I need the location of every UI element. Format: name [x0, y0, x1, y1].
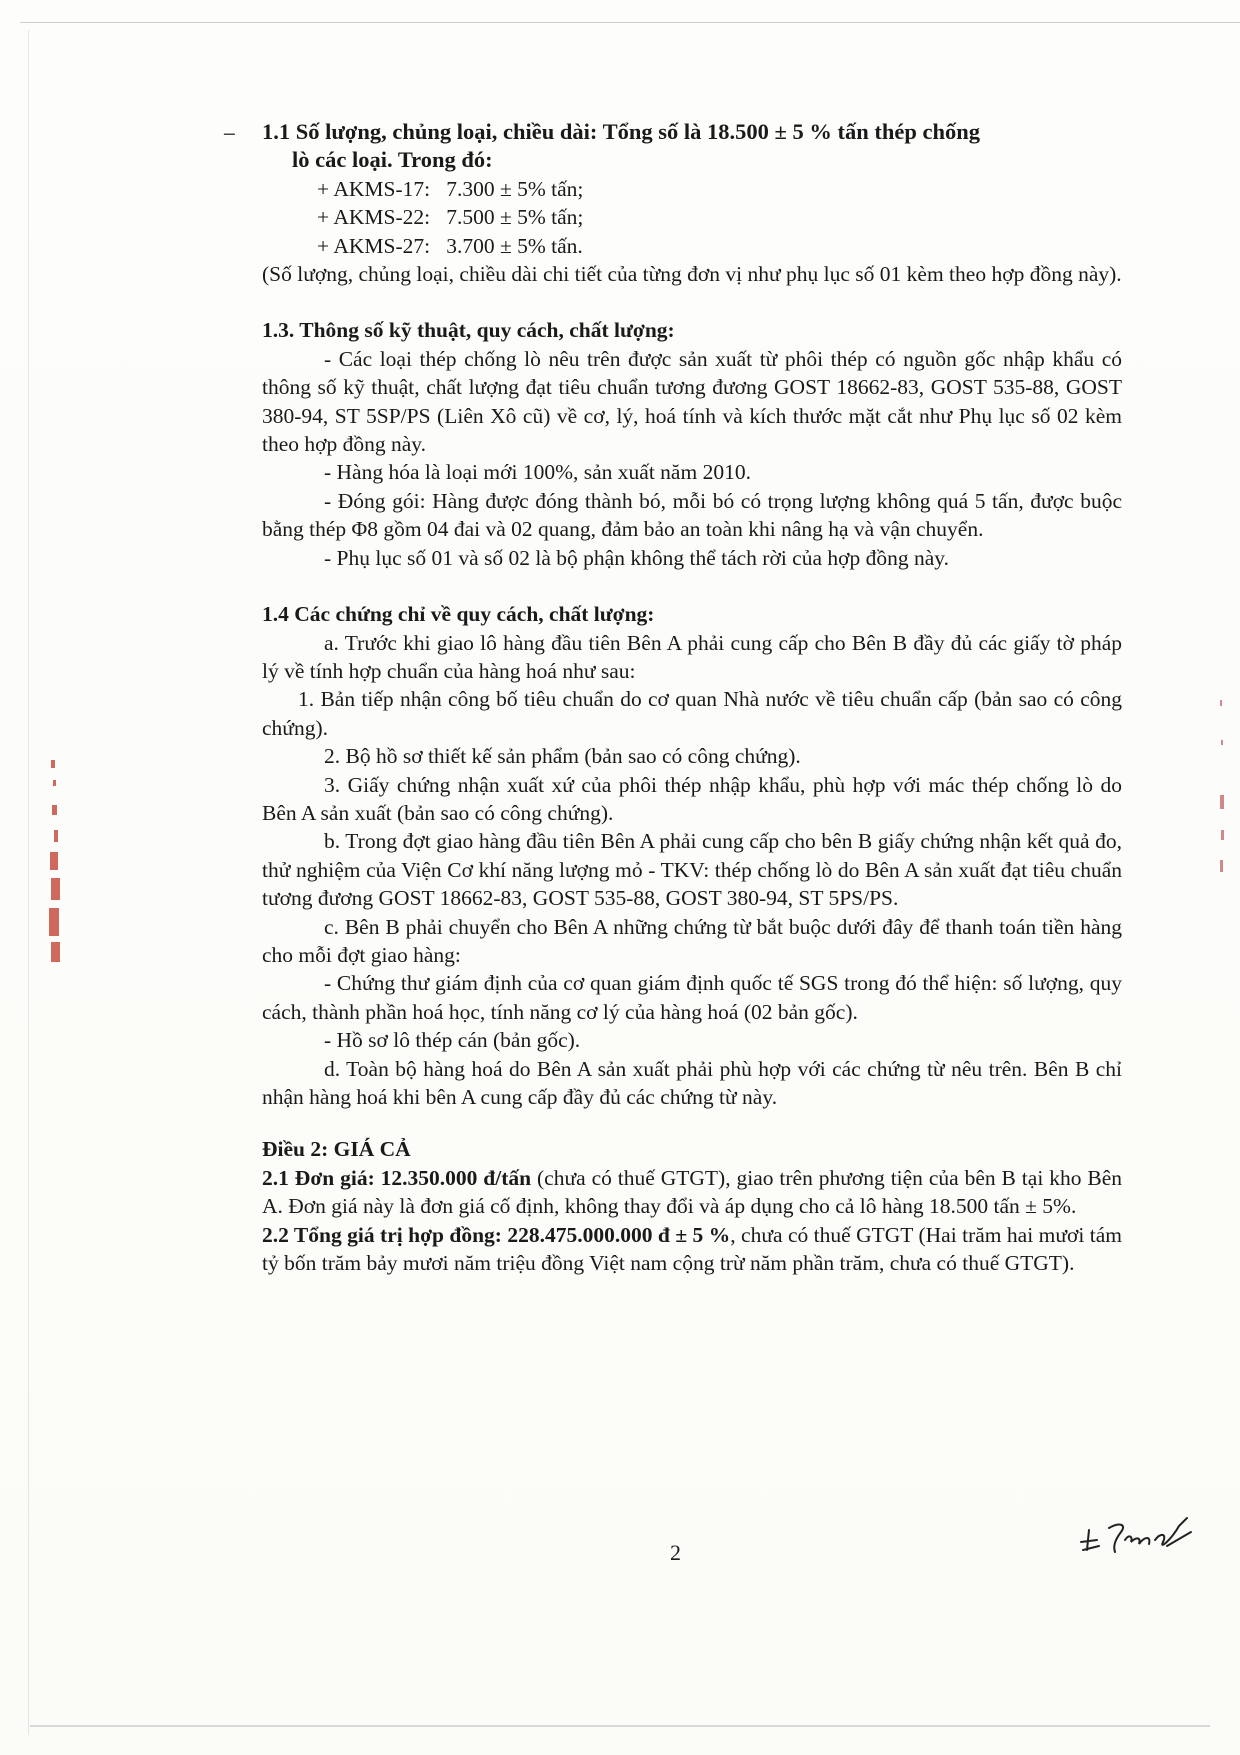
clause-2-1-label: 2.1 Đơn giá: 12.350.000 đ/tấn [262, 1165, 532, 1190]
section-1-1 [224, 118, 1122, 288]
section-1-4 [262, 600, 1122, 1111]
clause-c-item: - Hồ sơ lô thép cán (bản gốc). [324, 1028, 581, 1053]
list-item: + AKMS-22: 7.500 ± 5% tấn; [317, 205, 584, 230]
clause-2-1 [262, 1164, 1122, 1221]
section-1-1-note: (Số lượng, chủng loại, chiều dài chi tiết của từng đơn vị như phụ lục số 01 kèm theo hợp đồng này). [262, 262, 1122, 287]
list-item: + AKMS-17: 7.300 ± 5% tấn; [317, 176, 584, 201]
handwritten-signature [1075, 1510, 1195, 1560]
scan-left-edge [28, 30, 29, 1735]
page-number: 2 [670, 1540, 681, 1565]
clause-a-item: 1. Bản tiếp nhận công bố tiêu chuẩn do cơ quan Nhà nước về tiêu chuẩn cấp (bản sao có công chứng). [262, 687, 1122, 740]
section-1-1-heading-cont: lò các loại. Trong đó: [292, 147, 493, 173]
clause-2-1-text: (chưa có thuế GTGT), giao trên phương tiện của bên B tại kho Bên A. Đơn giá này là đơn giá cố định, không thay đổi và áp dụng cho cả lô hàng 18.500 tấn ± 5%. [262, 1165, 1122, 1219]
scan-top-edge [20, 22, 1240, 23]
scan-bottom-edge [30, 1725, 1210, 1727]
paragraph: - Phụ lục số 01 và số 02 là bộ phận không thể tách rời của hợp đồng này. [324, 545, 950, 570]
section-1-4-heading: 1.4 Các chứng chỉ về quy cách, chất lượng: [262, 602, 655, 627]
clause-2-2 [262, 1221, 1122, 1278]
paragraph: - Các loại thép chống lò nêu trên được sản xuất từ phôi thép có nguồn gốc nhập khẩu có thông số kỹ thuật, chất lượng đạt tiêu chuẩn tương đương GOST 18662-83, GOST 535-88, GOST 380-94, ST 5SP/PS (Liên Xô cũ) về cơ, lý, hoá tính và kích thước mặt cắt như Phụ lục số 02 kèm theo hợp đồng này. [262, 346, 1122, 457]
clause-2-2-label: 2.2 Tổng giá trị hợp đồng: 228.475.000.000 đ ± 5 % [262, 1222, 731, 1247]
article-2 [262, 1135, 1122, 1277]
article-2-heading: Điều 2: GIÁ CẢ [262, 1137, 411, 1162]
section-1-3 [262, 316, 1122, 572]
list-item: + AKMS-27: 3.700 ± 5% tấn. [317, 233, 583, 258]
edge-marks [1218, 700, 1230, 880]
clause-c: c. Bên B phải chuyển cho Bên A những chứng từ bắt buộc dưới đây để thanh toán tiền hàng cho mỗi đợt giao hàng: [262, 914, 1122, 967]
section-1-1-heading: 1.1 Số lượng, chủng loại, chiều dài: Tổng số là 18.500 ± 5 % tấn thép chống [262, 119, 981, 144]
clause-b: b. Trong đợt giao hàng đầu tiên Bên A phải cung cấp cho bên B giấy chứng nhận kết quả đo, thử nghiệm của Viện Cơ khí năng lượng mỏ - TKV: thép chống lò do Bên A sản xuất đạt tiêu chuẩn tương đương GOST 18662-83, GOST 535-88, GOST 380-94, ST 5PS/PS. [262, 829, 1122, 911]
clause-a-item: 3. Giấy chứng nhận xuất xứ của phôi thép nhập khẩu, phù hợp với mác thép chống lò do Bên A sản xuất (bản sao có công chứng). [262, 772, 1122, 825]
margin-dash: – [224, 120, 235, 144]
clause-c-item: - Chứng thư giám định của cơ quan giám định quốc tế SGS trong đó thể hiện: số lượng, quy cách, thành phần hoá học, tính năng cơ lý của hàng hoá (02 bản gốc). [262, 971, 1122, 1024]
document-body [224, 118, 1122, 1277]
section-1-3-heading: 1.3. Thông số kỹ thuật, quy cách, chất lượng: [262, 318, 675, 343]
clause-a: a. Trước khi giao lô hàng đầu tiên Bên A phải cung cấp cho Bên B đầy đủ các giấy tờ pháp lý về tính hợp chuẩn của hàng hoá như sau: [262, 630, 1122, 683]
red-stamp-mark [45, 760, 67, 970]
paragraph: - Hàng hóa là loại mới 100%, sản xuất năm 2010. [324, 460, 751, 485]
clause-2-2-text: , chưa có thuế GTGT (Hai trăm hai mươi tám tỷ bốn trăm bảy mươi năm triệu đồng Việt nam cộng trừ năm phần trăm, chưa có thuế GTGT). [262, 1222, 1122, 1276]
clause-d: d. Toàn bộ hàng hoá do Bên A sản xuất phải phù hợp với các chứng từ nêu trên. Bên B chỉ nhận hàng hoá khi bên A cung cấp đầy đủ các chứng từ này. [262, 1056, 1122, 1109]
paragraph: - Đóng gói: Hàng được đóng thành bó, mỗi bó có trọng lượng không quá 5 tấn, được buộc bằng thép Φ8 gồm 04 đai và 02 quang, đảm bảo an toàn khi nâng hạ và vận chuyển. [262, 488, 1122, 542]
clause-a-item: 2. Bộ hồ sơ thiết kế sản phẩm (bản sao có công chứng). [324, 744, 801, 769]
